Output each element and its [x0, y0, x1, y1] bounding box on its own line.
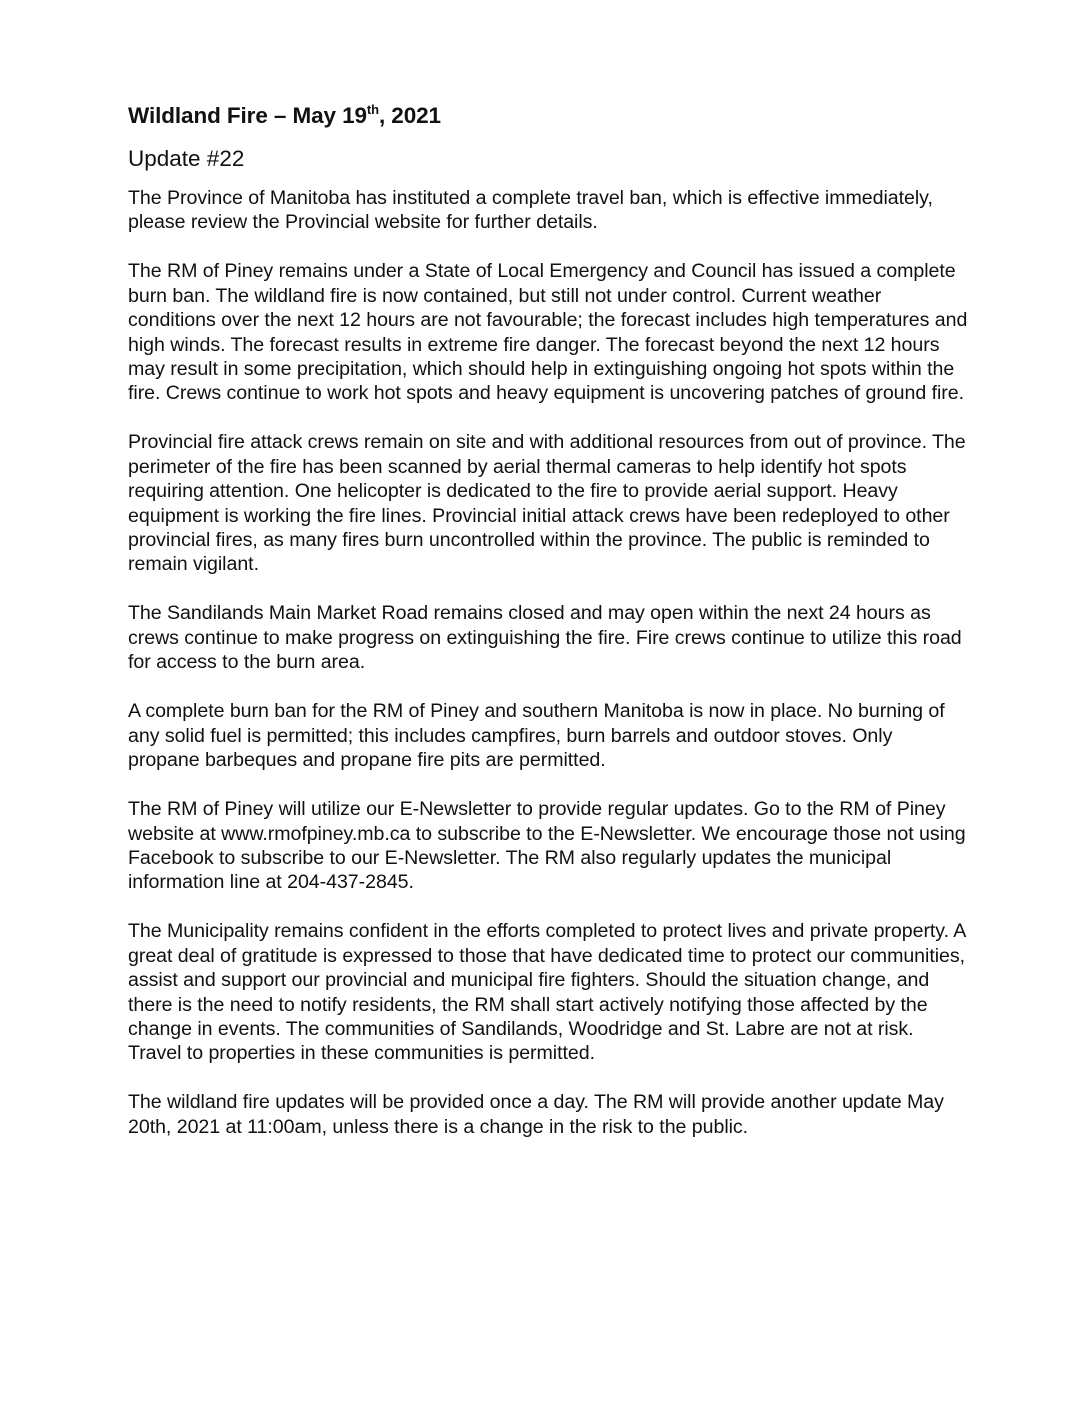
paragraph-road-closure: The Sandilands Main Market Road remains closed and may open within the next 24 hours as crews continue to make progress on extinguishing the fire. Fire crews continue to utilize this road for access to the burn area. [128, 602, 962, 674]
paragraph-newsletter: The RM of Piney will utilize our E-Newsletter to provide regular updates. Go to the RM of Piney website at www.rmofpiney.mb.ca to subscribe to the E-Newsletter. We encourage those not using Facebook to subscribe to our E-Newsletter. The RM also regularly updates the municipal information line at 204-437-2845. [128, 798, 966, 894]
document-page [128, 100, 968, 1139]
title-superscript: th [366, 101, 379, 117]
paragraph-emergency-status: The RM of Piney remains under a State of Local Emergency and Council has issued a complete burn ban. The wildland fire is now contained, but still not under control. Current weather conditions over the next 12 hours are not favourable; the forecast includes high temperatures and high winds. The forecast results in extreme fire danger. The forecast beyond the next 12 hours may result in some precipitation, which should help in extinguishing ongoing hot spots within the fire. Crews continue to work hot spots and heavy equipment is uncovering patches of ground fire. [128, 260, 968, 405]
paragraph-gratitude: The Municipality remains confident in the efforts completed to protect lives and private property. A great deal of gratitude is expressed to those that have dedicated time to protect our communities, assist and support our provincial and municipal fire fighters. Should the situation change, and there is the need to notify residents, the RM shall start actively notifying those affected by the change in events. The communities of Sandilands, Woodridge and St. Labre are not at risk. Travel to properties in these communities is permitted. [128, 920, 966, 1065]
paragraph-burn-ban: A complete burn ban for the RM of Piney and southern Manitoba is now in place. No burning of any solid fuel is permitted; this includes campfires, burn barrels and outdoor stoves. Only propane barbeques and propane fire pits are permitted. [128, 700, 945, 772]
paragraph-next-update: The wildland fire updates will be provided once a day. The RM will provide another update May 20th, 2021 at 11:00am, unless there is a change in the risk to the public. [128, 1091, 944, 1138]
title-prefix: Wildland Fire – May 19 [128, 103, 367, 128]
paragraph-travel-ban: The Province of Manitoba has instituted a complete travel ban, which is effective immediately, please review the Provincial website for further details. [128, 187, 933, 234]
title-suffix: , 2021 [379, 103, 441, 128]
document-title [128, 100, 968, 132]
paragraph-fire-crews: Provincial fire attack crews remain on site and with additional resources from out of province. The perimeter of the fire has been scanned by aerial thermal cameras to help identify hot spots requiring attention. One helicopter is dedicated to the fire to provide aerial support. Heavy equipment is working the fire lines. Provincial initial attack crews have been redeployed to other provincial fires, as many fires burn uncontrolled within the province. The public is reminded to remain vigilant. [128, 431, 966, 576]
update-number: Update #22 [128, 146, 245, 171]
